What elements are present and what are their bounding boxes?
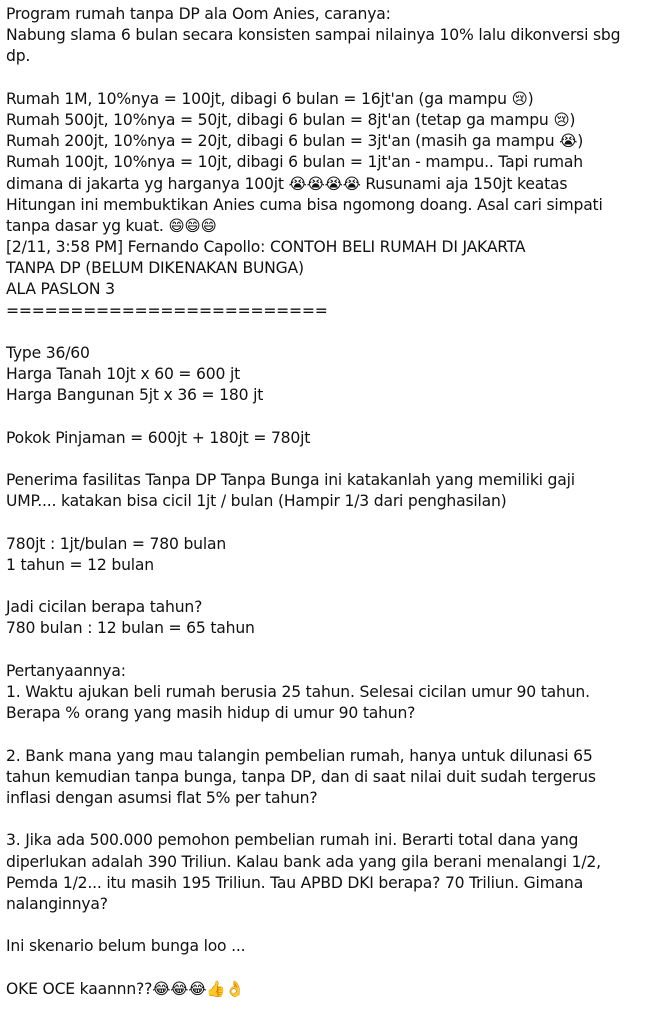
text-line: 1. Waktu ajukan beli rumah berusia 25 tahun. Selesai cicilan umur 90 tahun. xyxy=(6,683,590,701)
text-line: Harga Tanah 10jt x 60 = 600 jt xyxy=(6,365,241,384)
blank-line xyxy=(6,513,641,534)
blank-line xyxy=(6,576,641,597)
text-line: Type 36/60 xyxy=(6,344,90,362)
text-line: OKE OCE kaannn??😂😂😂👍👌 xyxy=(6,979,245,998)
text-line: tanpa dasar yg kuat. 😄😄😄 xyxy=(6,216,217,235)
text-line: Rumah 100jt, 10%nya = 10jt, dibagi 6 bulan = 1jt'an - mampu.. Tapi rumah xyxy=(6,153,583,172)
blank-line xyxy=(6,640,641,661)
text-line: inflasi dengan asumsi flat 5% per tahun? xyxy=(6,788,318,807)
text-line: Rumah 200jt, 10%nya = 20jt, dibagi 6 bulan = 3jt'an (masih ga mampu 😭) xyxy=(6,132,584,151)
text-line: Rumah 500jt, 10%nya = 50jt, dibagi 6 bulan = 8jt'an (tetap ga mampu 😢) xyxy=(6,110,576,129)
text-line: 780jt : 1jt/bulan = 780 bulan xyxy=(6,534,227,553)
text-line: Pemda 1/2... itu masih 195 Triliun. Tau APBD DKI berapa? 70 Triliun. Gimana xyxy=(6,873,584,892)
blank-line xyxy=(6,957,641,978)
text-line: Pertanyaannya: xyxy=(6,661,126,680)
blank-line xyxy=(6,68,641,89)
text-line: dp. xyxy=(6,47,31,66)
text-line: Berapa % orang yang masih hidup di umur 90 tahun? xyxy=(6,704,416,723)
blank-line xyxy=(6,915,641,936)
text-line: UMP.... katakan bisa cicil 1jt / bulan (Hampir 1/3 dari penghasilan) xyxy=(6,492,507,511)
text-line: 2. Bank mana yang mau talangin pembelian rumah, hanya untuk dilunasi 65 xyxy=(6,746,593,765)
text-line: Rumah 1M, 10%nya = 100jt, dibagi 6 bulan = 16jt'an (ga mampu 😢) xyxy=(6,89,534,108)
text-line: nalanginnya? xyxy=(6,894,108,913)
text-line: Program rumah tanpa DP ala Oom Anies, caranya: xyxy=(6,5,391,23)
text-line: 1 tahun = 12 bulan xyxy=(6,555,154,574)
text-line: Nabung slama 6 bulan secara konsisten sampai nilainya 10% lalu dikonversi sbg xyxy=(6,26,621,45)
blank-line xyxy=(6,407,641,428)
text-line: Penerima fasilitas Tanpa DP Tanpa Bunga ini katakanlah yang memiliki gaji xyxy=(6,471,575,490)
text-line: Pokok Pinjaman = 600jt + 180jt = 780jt xyxy=(6,428,311,447)
text-line: dimana di jakarta yg harganya 100jt 😭😭😭😭 Rusunami aja 150jt keatas xyxy=(6,174,568,193)
text-line: ALA PASLON 3 xyxy=(6,280,115,299)
text-line: [2/11, 3:58 PM] Fernando Capollo: CONTOH BELI RUMAH DI JAKARTA xyxy=(6,238,526,257)
blank-line xyxy=(6,809,641,830)
text-line: 780 bulan : 12 bulan = 65 tahun xyxy=(6,619,255,638)
blank-line xyxy=(6,449,641,470)
text-line: Hitungan ini membuktikan Anies cuma bisa ngomong doang. Asal cari simpati xyxy=(6,195,603,214)
blank-line xyxy=(6,724,641,745)
text-line: TANPA DP (BELUM DIKENAKAN BUNGA) xyxy=(6,259,304,278)
text-line: diperlukan adalah 390 Triliun. Kalau bank ada yang gila berani menalangi 1/2, xyxy=(6,852,601,871)
text-line: Jadi cicilan berapa tahun? xyxy=(6,598,203,617)
blank-line xyxy=(6,322,641,343)
text-line: Harga Bangunan 5jt x 36 = 180 jt xyxy=(6,386,264,405)
separator-line: ========================= xyxy=(6,301,328,320)
text-line: tahun kemudian tanpa bunga, tanpa DP, dan di saat nilai duit sudah tergerus xyxy=(6,767,596,786)
text-line: Ini skenario belum bunga loo ... xyxy=(6,937,246,956)
text-line: 3. Jika ada 500.000 pemohon pembelian rumah ini. Berarti total dana yang xyxy=(6,831,579,850)
